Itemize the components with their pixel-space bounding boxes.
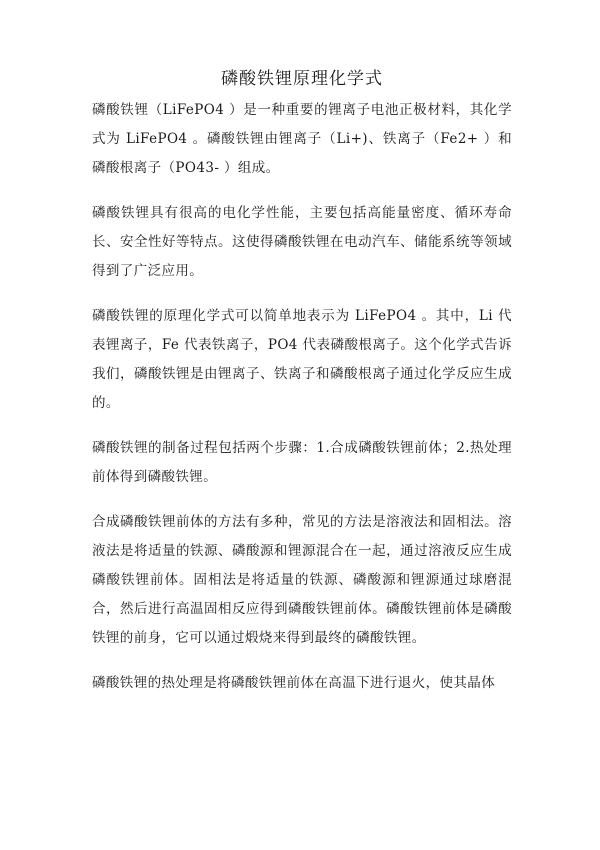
paragraph-intro: 磷酸铁锂（LiFePO4 ）是一种重要的锂离子电池正极材料，其化学式为 LiFePO4 。磷酸铁锂由锂离子（Li+)、铁离子（Fe2+ ）和磷酸根离子（PO43- ）组成。 [92,102,512,176]
paragraph-synthesis-methods: 合成磷酸铁锂前体的方法有多种，常见的方法是溶液法和固相法。溶液法是将适量的铁源、磷酸源和锂源混合在一起，通过溶液反应生成磷酸铁锂前体。固相法是将适量的铁源、磷酸源和锂源通过球磨混合，然后进行高温固相反应得到磷酸铁锂前体。磷酸铁锂前体是磷酸铁锂的前身，它可以通过煅烧来得到最终的磷酸铁锂。 [92,514,512,646]
document-title: 磷酸铁锂原理化学式 [221,69,383,89]
paragraph-heat-treatment: 磷酸铁锂的热处理是将磷酸铁锂前体在高温下进行退火，使其晶体 [92,675,496,691]
paragraph-formula: 磷酸铁锂的原理化学式可以简单地表示为 LiFePO4 。其中，Li 代表锂离子，Fe 代表铁离子，PO4 代表磷酸根离子。这个化学式告诉我们，磷酸铁锂是由锂离子、铁离子和磷酸根离子通过化学反应生成的。 [92,308,512,411]
paragraph-performance: 磷酸铁锂具有很高的电化学性能，主要包括高能量密度、循环寿命长、安全性好等特点。这使得磷酸铁锂在电动汽车、储能系统等领域得到了广泛应用。 [92,205,512,279]
paragraph-preparation-steps: 磷酸铁锂的制备过程包括两个步骤：1.合成磷酸铁锂前体；2.热处理前体得到磷酸铁锂。 [92,440,512,485]
